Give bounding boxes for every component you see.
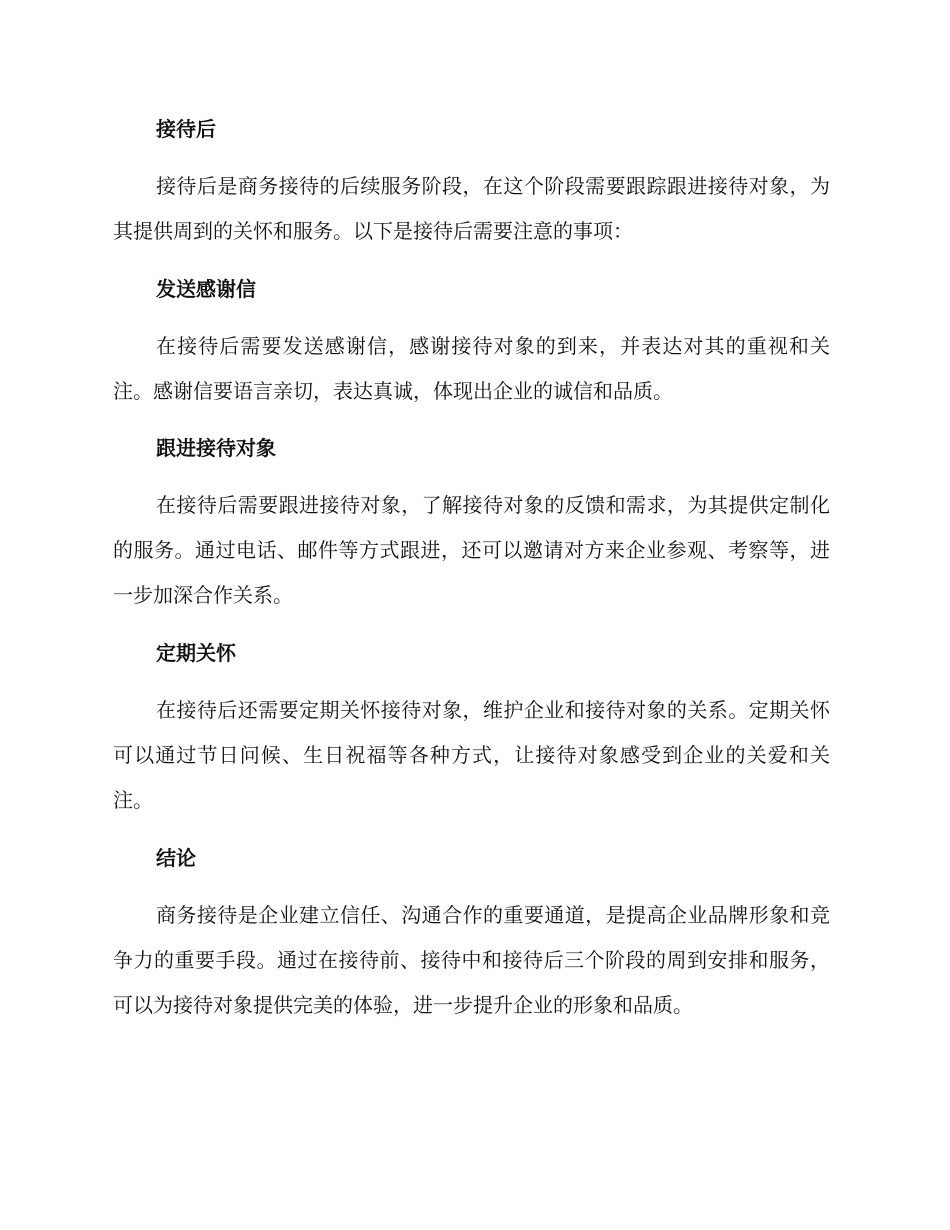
- section-body-conclusion: 商务接待是企业建立信任、沟通合作的重要通道，是提高企业品牌形象和竞争力的重要手段。通过在接待前、接待中和接待后三个阶段的周到安排和服务，可以为接待对象提供完美的体验，进一步提升企业的形象和品质。: [113, 903, 830, 1017]
- section-body-follow-up: 在接待后需要跟进接待对象，了解接待对象的反馈和需求，为其提供定制化的服务。通过电话、邮件等方式跟进，还可以邀请对方来企业参观、考察等，进一步加深合作关系。: [113, 493, 830, 607]
- section-body-regular-care: 在接待后还需要定期关怀接待对象，维护企业和接待对象的关系。定期关怀可以通过节日问候、生日祝福等各种方式，让接待对象感受到企业的关爱和关注。: [113, 698, 830, 812]
- section-heading-regular-care: 定期关怀: [156, 641, 236, 665]
- section-heading-thank-you-letter: 发送感谢信: [156, 277, 256, 301]
- section-body-after-reception: 接待后是商务接待的后续服务阶段，在这个阶段需要跟踪跟进接待对象，为其提供周到的关怀和服务。以下是接待后需要注意的事项：: [113, 174, 830, 243]
- section-heading-after-reception: 接待后: [156, 117, 216, 141]
- section-heading-follow-up: 跟进接待对象: [156, 436, 276, 460]
- section-body-thank-you-letter: 在接待后需要发送感谢信，感谢接待对象的到来，并表达对其的重视和关注。感谢信要语言亲切，表达真诚，体现出企业的诚信和品质。: [113, 334, 830, 403]
- section-heading-conclusion: 结论: [156, 846, 196, 870]
